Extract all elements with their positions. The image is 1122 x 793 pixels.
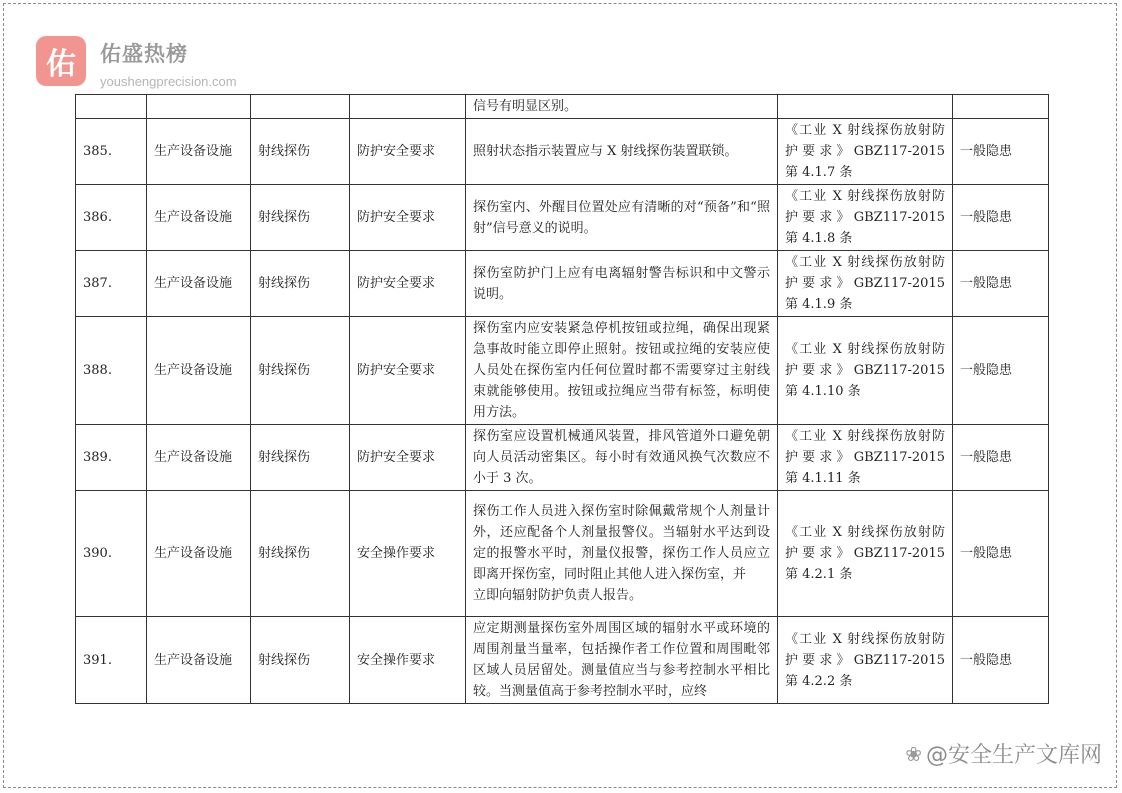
cell-category: 生产设备设施 (147, 119, 251, 185)
logo-url: youshengprecision.com (100, 74, 237, 89)
watermark-text: @安全生产文库网 (925, 743, 1102, 768)
table-row (76, 491, 1049, 617)
cell-description: 探伤室防护门上应有电离辐射警告标识和中文警示说明。 (466, 251, 778, 317)
cell-aspect: 防护安全要求 (350, 425, 466, 491)
site-logo[interactable] (36, 36, 237, 89)
table-row (76, 185, 1049, 251)
table-row (76, 617, 1049, 704)
cell-item: 射线探伤 (251, 425, 350, 491)
hazard-table (75, 94, 1049, 704)
cell-basis: 《工业 X 射线探伤放射防护要求》GBZ117-2015 第 4.1.11 条 (778, 425, 953, 491)
watermark (905, 738, 1102, 769)
table-row-continued (76, 95, 1049, 119)
cell-level: 一般隐患 (953, 617, 1049, 704)
cell-level: 一般隐患 (953, 251, 1049, 317)
cell-item (251, 95, 350, 119)
cell-no: 387. (76, 251, 147, 317)
logo-badge: 佑 (36, 36, 86, 86)
cell-category: 生产设备设施 (147, 491, 251, 617)
cell-no: 391. (76, 617, 147, 704)
table-row (76, 251, 1049, 317)
cell-aspect: 安全操作要求 (350, 491, 466, 617)
logo-name: 佑盛热榜 (100, 42, 188, 66)
cell-no: 388. (76, 317, 147, 425)
cell-level: 一般隐患 (953, 317, 1049, 425)
cell-aspect: 防护安全要求 (350, 251, 466, 317)
cell-description: 探伤室应设置机械通风装置，排风管道外口避免朝向人员活动密集区。每小时有效通风换气次数应不小于 3 次。 (466, 425, 778, 491)
cell-item: 射线探伤 (251, 617, 350, 704)
cell-description: 照射状态指示装置应与 X 射线探伤装置联锁。 (466, 119, 778, 185)
table-row (76, 317, 1049, 425)
cell-description: 应定期测量探伤室外周围区域的辐射水平或环境的周围剂量当量率，包括操作者工作位置和周围毗邻区域人员居留处。测量值应当与参考控制水平相比较。当测量值高于参考控制水平时，应终 (466, 617, 778, 704)
cell-category: 生产设备设施 (147, 251, 251, 317)
cell-no: 386. (76, 185, 147, 251)
cell-basis (778, 95, 953, 119)
cell-level: 一般隐患 (953, 491, 1049, 617)
cell-no: 390. (76, 491, 147, 617)
cell-level (953, 95, 1049, 119)
cell-level: 一般隐患 (953, 185, 1049, 251)
cell-no: 385. (76, 119, 147, 185)
cell-aspect: 安全操作要求 (350, 617, 466, 704)
cell-item: 射线探伤 (251, 491, 350, 617)
cell-no (76, 95, 147, 119)
cell-category (147, 95, 251, 119)
cell-no: 389. (76, 425, 147, 491)
table-row (76, 425, 1049, 491)
table-row (76, 119, 1049, 185)
cell-description: 探伤工作人员进入探伤室时除佩戴常规个人剂量计外，还应配备个人剂量报警仪。当辐射水平达到设定的报警水平时，剂量仪报警，探伤工作人员应立即离开探伤室，同时阻止其他人进入探伤室，并 立即向辐射防护负责人报告。 (466, 491, 778, 617)
cell-item: 射线探伤 (251, 251, 350, 317)
cell-aspect: 防护安全要求 (350, 119, 466, 185)
cell-basis: 《工业 X 射线探伤放射防护要求》GBZ117-2015 第 4.2.2 条 (778, 617, 953, 704)
cell-basis: 《工业 X 射线探伤放射防护要求》GBZ117-2015 第 4.1.9 条 (778, 251, 953, 317)
cell-level: 一般隐患 (953, 425, 1049, 491)
weibo-like-icon: ❀ (905, 741, 922, 766)
cell-category: 生产设备设施 (147, 617, 251, 704)
cell-description: 探伤室内应安装紧急停机按钮或拉绳，确保出现紧急事故时能立即停止照射。按钮或拉绳的安装应使人员处在探伤室内任何位置时都不需要穿过主射线束就能够使用。按钮或拉绳应当带有标签，标明使用方法。 (466, 317, 778, 425)
cell-aspect: 防护安全要求 (350, 185, 466, 251)
cell-level: 一般隐患 (953, 119, 1049, 185)
cell-description: 信号有明显区别。 (466, 95, 778, 119)
cell-aspect: 防护安全要求 (350, 317, 466, 425)
logo-text (100, 38, 237, 89)
cell-category: 生产设备设施 (147, 185, 251, 251)
cell-aspect (350, 95, 466, 119)
cell-basis: 《工业 X 射线探伤放射防护要求》GBZ117-2015 第 4.1.10 条 (778, 317, 953, 425)
cell-basis: 《工业 X 射线探伤放射防护要求》GBZ117-2015 第 4.1.7 条 (778, 119, 953, 185)
cell-basis: 《工业 X 射线探伤放射防护要求》GBZ117-2015 第 4.1.8 条 (778, 185, 953, 251)
cell-category: 生产设备设施 (147, 317, 251, 425)
cell-item: 射线探伤 (251, 185, 350, 251)
cell-description: 探伤室内、外醒目位置处应有清晰的对“预备”和“照射”信号意义的说明。 (466, 185, 778, 251)
cell-item: 射线探伤 (251, 119, 350, 185)
cell-basis: 《工业 X 射线探伤放射防护要求》GBZ117-2015 第 4.2.1 条 (778, 491, 953, 617)
cell-item: 射线探伤 (251, 317, 350, 425)
cell-category: 生产设备设施 (147, 425, 251, 491)
